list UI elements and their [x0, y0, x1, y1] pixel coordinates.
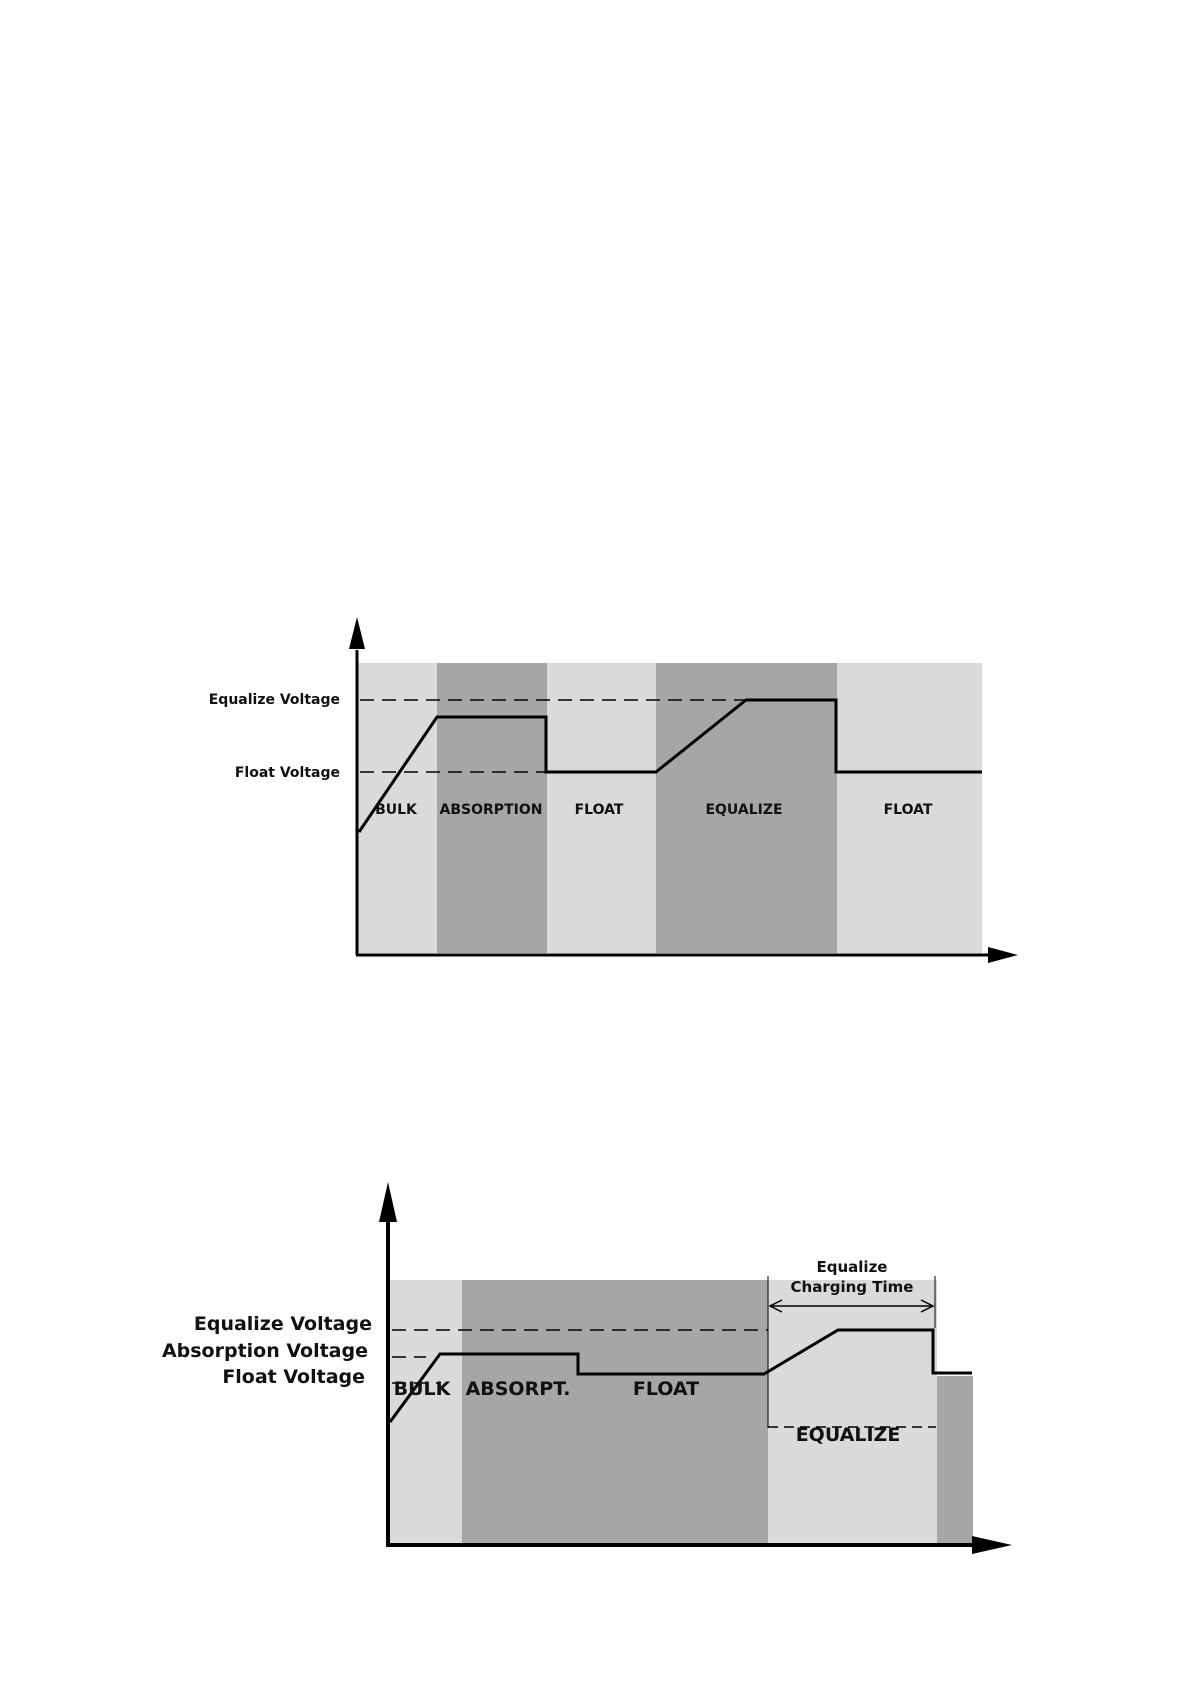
- band-equalize: [768, 1280, 937, 1545]
- stage-label-absorption: ABSORPT.: [465, 1378, 571, 1400]
- equalize-time-label-line1: Equalize: [816, 1258, 888, 1276]
- equalize-time-label-line2: Charging Time: [790, 1278, 914, 1296]
- y-axis-arrow-icon: [379, 1182, 397, 1222]
- stage-label-float: FLOAT: [632, 1378, 700, 1400]
- float-voltage-label: Float Voltage: [234, 765, 340, 781]
- band-float-tail: [937, 1376, 973, 1545]
- y-axis-arrow-icon: [349, 617, 365, 649]
- equalize-voltage-label: Equalize Voltage: [208, 692, 340, 708]
- stage-label-equalize: EQUALIZE: [705, 802, 783, 818]
- diagram-2: [162, 1182, 1012, 1554]
- stage-label-float-2: FLOAT: [883, 802, 933, 818]
- x-axis-arrow-icon: [972, 1536, 1012, 1554]
- band-absorption-float: [462, 1280, 768, 1545]
- diagram-1: [209, 617, 1018, 963]
- stage-label-float: FLOAT: [574, 802, 624, 818]
- absorption-voltage-label: Absorption Voltage: [161, 1340, 368, 1362]
- float-voltage-label: Float Voltage: [222, 1366, 365, 1388]
- x-axis-arrow-icon: [988, 947, 1018, 963]
- band-bulk: [390, 1280, 462, 1545]
- stage-label-equalize: EQUALIZE: [795, 1424, 901, 1446]
- equalize-voltage-label: Equalize Voltage: [193, 1313, 372, 1335]
- stage-label-bulk: BULK: [375, 802, 417, 818]
- stage-label-absorption: ABSORPTION: [439, 802, 543, 818]
- stage-label-bulk: BULK: [393, 1378, 451, 1400]
